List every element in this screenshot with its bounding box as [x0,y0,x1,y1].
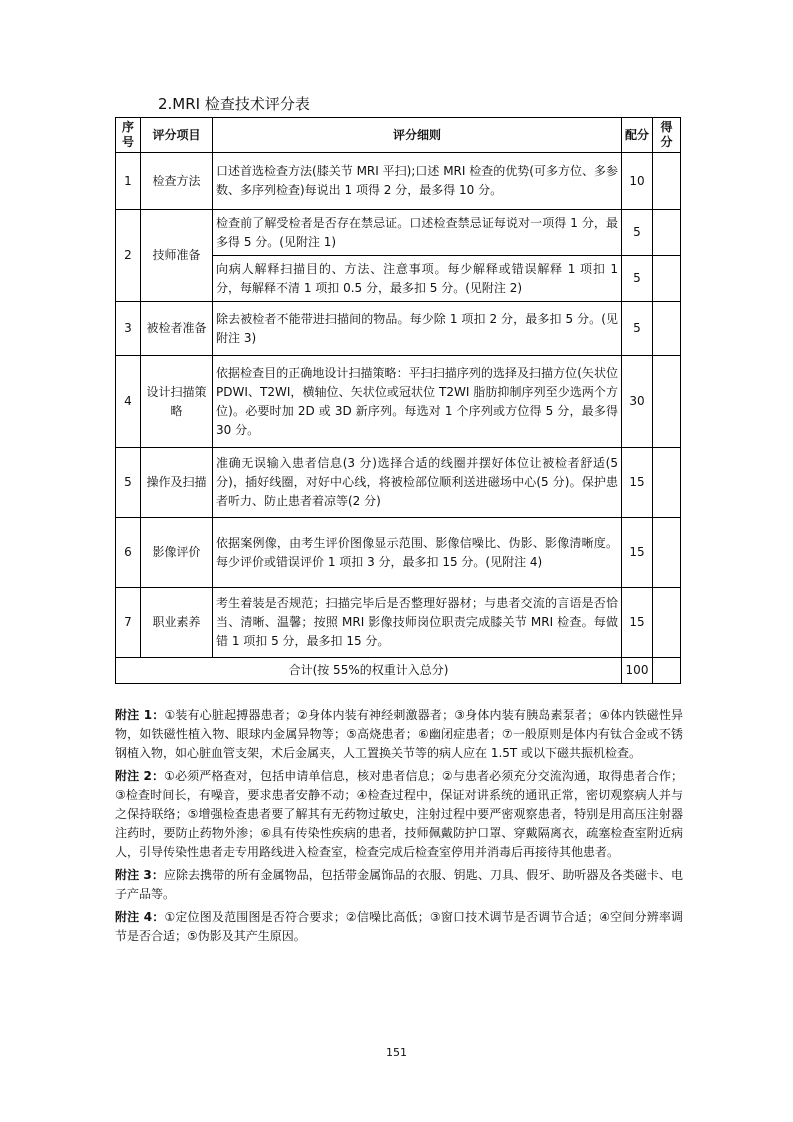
row-detail: 口述首选检查方法(膝关节 MRI 平扫);口述 MRI 检查的优势(可多方位、多参数、多序列检查)每说出 1 项得 2 分，最多得 10 分。 [213,153,622,210]
row-item: 技师准备 [141,210,213,302]
note-label: 附注 2： [115,769,165,783]
table-row [116,588,681,658]
row-detail: 检查前了解受检者是否存在禁忌证。口述检查禁忌证每说对一项得 1 分，最多得 5 分。(见附注 1) [213,210,622,256]
table-row [116,210,681,256]
row-detail: 准确无误输入患者信息(3 分)选择合适的线圈并摆好体位让被检者舒适(5 分)，插好线圈，对好中心线，将被检部位顺利送进磁场中心(5 分)。保护患者听力、防止患者着凉等(2 分) [213,448,622,518]
row-item: 操作及扫描 [141,448,213,518]
table-row [116,153,681,210]
note-3 [115,866,683,904]
row-points: 15 [622,588,653,658]
header-score: 得分 [653,118,681,153]
note-1 [115,706,683,763]
row-no: 5 [116,448,141,518]
row-score [653,518,681,588]
row-score [653,588,681,658]
note-text: ①装有心脏起搏器患者；②身体内装有神经刺激器者；③身体内装有胰岛素泵者；④体内铁磁性异物，如铁磁性植入物、眼球内金属异物等；⑤高烧患者；⑥幽闭症患者；⑦一般原则是体内有钛合金或不锈钢植入物，如心脏血管支架，术后金属夹，人工置换关节等的病人应在 1.5T 或以下磁共振机检查。 [115,708,683,760]
row-item: 职业素养 [141,588,213,658]
table-title: 2.MRI 检查技术评分表 [158,95,310,113]
row-no: 6 [116,518,141,588]
table-row [116,518,681,588]
row-detail: 向病人解释扫描目的、方法、注意事项。每少解释或错误解释 1 项扣 1 分，每解释不清 1 项扣 0.5 分，最多扣 5 分。(见附注 2) [213,256,622,302]
row-item: 设计扫描策略 [141,356,213,448]
row-no: 1 [116,153,141,210]
header-detail: 评分细则 [213,118,622,153]
total-score [653,658,681,684]
note-text: ①必须严格查对，包括申请单信息，核对患者信息；②与患者必须充分交流沟通，取得患者合作；③检查时间长，有噪音，要求患者安静不动；④检查过程中，保证对讲系统的通讯正常，密切观察病人并与之保持联络；⑤增强检查患者要了解其有无药物过敏史，注射过程中要严密观察患者，特别是用高压注射器注药时，要防止药物外渗；⑥具有传染性疾病的患者，技师佩戴防护口罩、穿戴隔离衣，疏塞检查室附近病人，引导传染性患者走专用路线进入检查室，检查完成后检查室停用并消毒后再接待其他患者。 [115,769,683,859]
note-4 [115,908,683,946]
table-row [116,302,681,356]
row-item: 影像评价 [141,518,213,588]
row-detail: 考生着装是否规范；扫描完毕后是否整理好器材；与患者交流的言语是否恰当、清晰、温馨；按照 MRI 影像技师岗位职责完成膝关节 MRI 检查。每做错 1 项扣 5 分，最多扣 15 分。 [213,588,622,658]
header-item: 评分项目 [141,118,213,153]
row-points: 15 [622,518,653,588]
row-points: 10 [622,153,653,210]
row-score [653,256,681,302]
note-label: 附注 1： [115,708,165,722]
note-label: 附注 3： [115,868,164,882]
row-detail: 依据案例像，由考生评价图像显示范围、影像信噪比、伪影、影像清晰度。每少评价或错误评价 1 项扣 3 分，最多扣 15 分。(见附注 4) [213,518,622,588]
row-points: 5 [622,302,653,356]
row-item: 被检者准备 [141,302,213,356]
scoring-table [115,117,681,684]
note-text: 应除去携带的所有金属物品，包括带金属饰品的衣服、钥匙、刀具、假牙、助听器及各类磁卡、电子产品等。 [115,868,683,901]
row-score [653,356,681,448]
row-detail: 依据检查目的正确地设计扫描策略：平扫扫描序列的选择及扫描方位(矢状位 PDWI、T2WI，横轴位、矢状位或冠状位 T2WI 脂肪抑制序列至少选两个方位)。必要时加 2D 或 3D 新序列。每选对 1 个序列或方位得 5 分，最多得 30 分。 [213,356,622,448]
page-number: 151 [386,1046,407,1059]
total-points: 100 [622,658,653,684]
row-score [653,302,681,356]
notes-section [115,706,683,950]
note-label: 附注 4： [115,910,165,924]
row-score [653,210,681,256]
table-row [116,356,681,448]
row-score [653,153,681,210]
row-points: 5 [622,210,653,256]
total-label: 合计(按 55%的权重计入总分) [116,658,622,684]
row-no: 3 [116,302,141,356]
row-points: 15 [622,448,653,518]
row-detail: 除去被检者不能带进扫描间的物品。每少除 1 项扣 2 分，最多扣 5 分。(见附注 3) [213,302,622,356]
row-no: 4 [116,356,141,448]
header-points: 配分 [622,118,653,153]
table-header-row [116,118,681,153]
header-no: 序号 [116,118,141,153]
row-item: 检查方法 [141,153,213,210]
row-points: 30 [622,356,653,448]
table-row [116,448,681,518]
row-no: 7 [116,588,141,658]
row-no: 2 [116,210,141,302]
note-2 [115,767,683,862]
note-text: ①定位图及范围图是否符合要求；②信噪比高低；③窗口技术调节是否调节合适；④空间分辨率调节是否合适；⑤伪影及其产生原因。 [115,910,683,943]
total-row [116,658,681,684]
row-score [653,448,681,518]
row-points: 5 [622,256,653,302]
